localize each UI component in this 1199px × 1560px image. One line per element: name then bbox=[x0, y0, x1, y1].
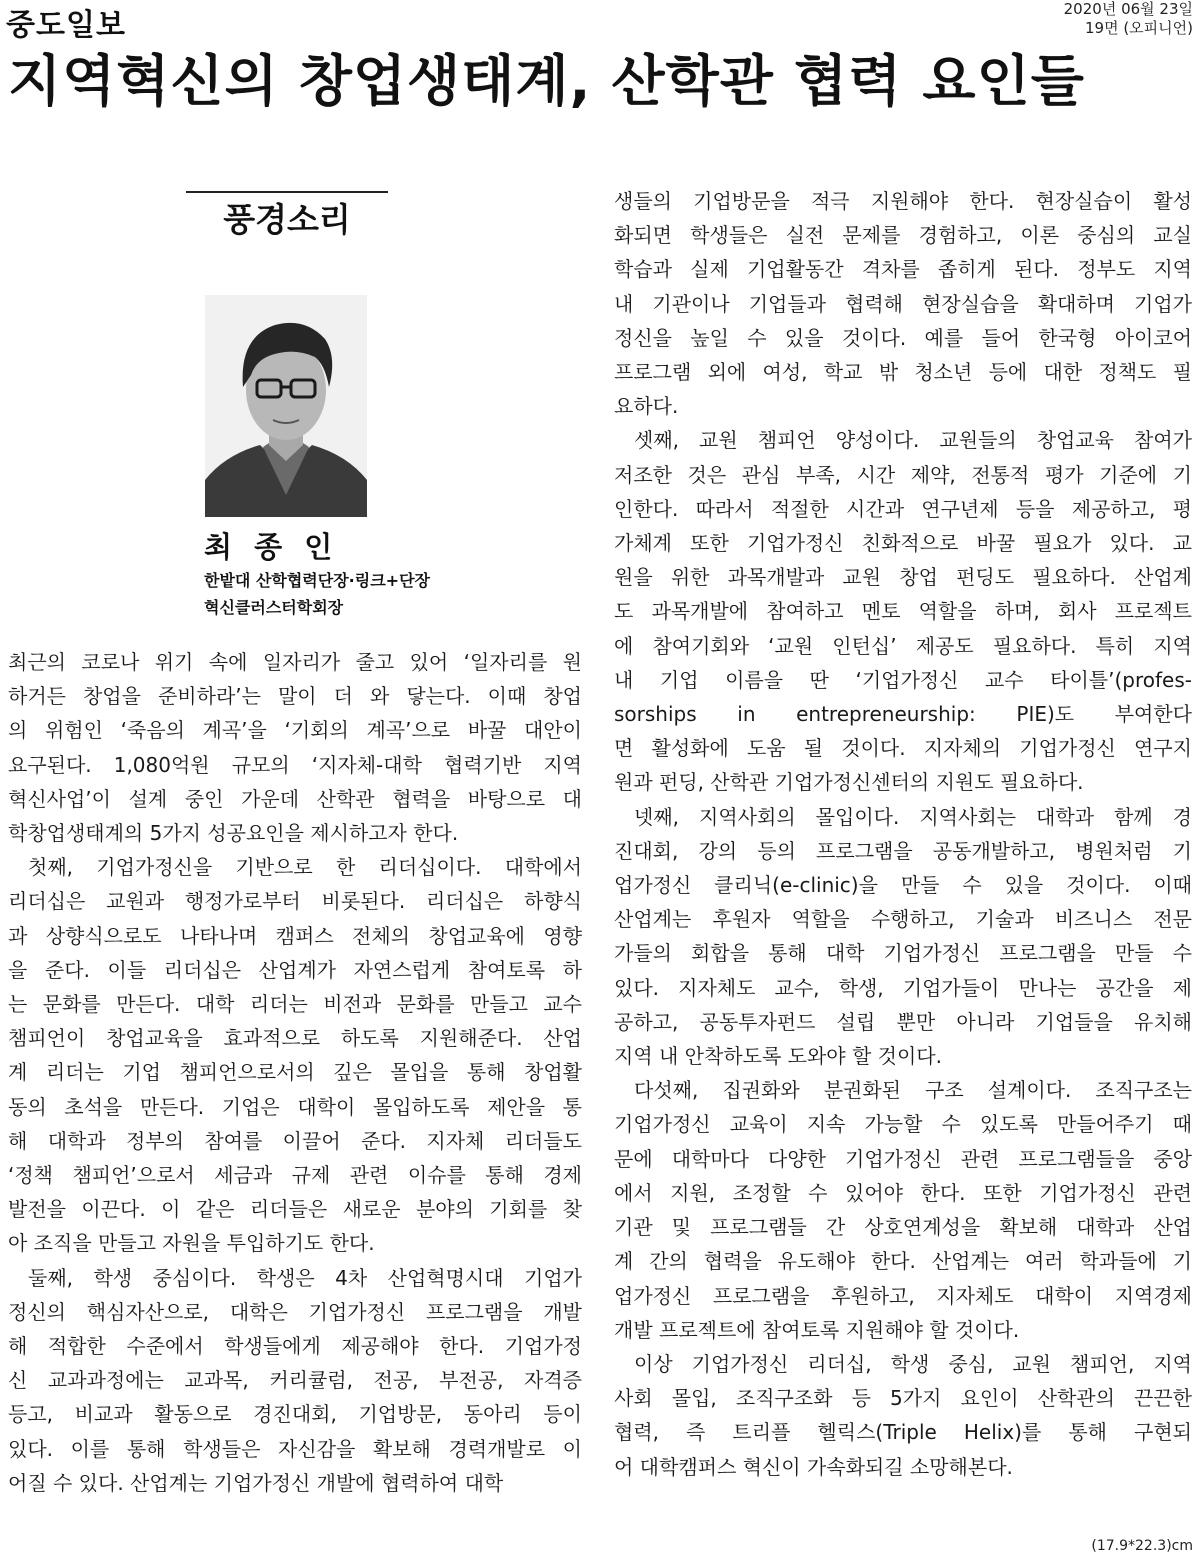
article-line: 어질 수 있다. 산업계는 기업가정신 개발에 협력하여 대학 bbox=[8, 1470, 504, 1495]
article-line: 가체계 또한 기업가정신 친화적으로 바꿀 필요가 있다. 교 bbox=[614, 531, 1192, 556]
article-line: 둘째, 학생 중심이다. 학생은 4차 산업혁명시대 기업가 bbox=[28, 1265, 582, 1290]
article-line: 진대회, 강의 등의 프로그램을 공동개발하고, 병원처럼 기 bbox=[614, 838, 1192, 863]
author-title-line1: 한밭대 산학협력단장·링크+단장 bbox=[204, 571, 430, 590]
article-line: 발전을 이끈다. 이 같은 리더들은 새로운 분야의 기회를 찾 bbox=[8, 1197, 582, 1222]
article-line: 협력, 즉 트리플 헬릭스(Triple Helix)를 통해 구현되 bbox=[614, 1420, 1192, 1445]
article-line: 산업계는 후원자 역할을 수행하고, 기술과 비즈니스 전문 bbox=[614, 907, 1192, 932]
article-line: 화되면 학생들은 실전 문제를 경험하고, 이론 중심의 교실 bbox=[614, 223, 1192, 248]
issue-meta bbox=[1064, 0, 1193, 38]
article-line: 첫째, 기업가정신을 기반으로 한 리더십이다. 대학에서 bbox=[28, 855, 582, 880]
article-line: 는 문화를 만든다. 대학 리더는 비전과 문화를 만들고 교수 bbox=[8, 992, 582, 1017]
article-line: 동의 초석을 만든다. 기업은 대학이 몰입하도록 제안을 통 bbox=[8, 1094, 582, 1119]
article-line: 기업가정신 교육이 지속 가능할 수 있도록 만들어주기 때 bbox=[614, 1112, 1192, 1137]
article-line: 어 대학캠퍼스 혁신이 가속화되길 소망해본다. bbox=[614, 1454, 1013, 1479]
article-line: 혁신사업’이 설계 중인 가운데 산학관 협력을 바탕으로 대 bbox=[8, 786, 582, 811]
article-line: 프로그램 외에 여성, 학교 밖 청소년 등에 대한 정책도 필 bbox=[614, 360, 1192, 385]
article-line: 사회 몰입, 조직구조화 등 5가지 요인이 산학관의 끈끈한 bbox=[614, 1386, 1192, 1411]
author-title bbox=[204, 567, 504, 621]
article-line: 면 활성화에 도움 될 것이다. 지자체의 기업가정신 연구지 bbox=[614, 736, 1192, 761]
article-column-right bbox=[614, 184, 1192, 1484]
article-line: 지역 내 안착하도록 도와야 할 것이다. bbox=[614, 1044, 942, 1069]
article-line: 개발 프로젝트에 참여토록 지원해야 할 것이다. bbox=[614, 1317, 1020, 1342]
column-name: 풍경소리 bbox=[223, 200, 351, 239]
article-line: 가들의 회합을 통해 대학 기업가정신 프로그램을 만들 수 bbox=[614, 941, 1192, 966]
issue-date: 2020년 06월 23일 bbox=[1063, 0, 1193, 18]
article-line: 원과 펀딩, 산학관 기업가정신센터의 지원도 필요하다. bbox=[614, 770, 1084, 795]
newspaper-name: 중도일보 bbox=[6, 8, 126, 43]
article-line: 도 과목개발에 참여하고 멘토 역할을 하며, 회사 프로젝트 bbox=[614, 599, 1192, 624]
article-line: 학습과 실제 기업활동간 격차를 좁히게 된다. 정부도 지역 bbox=[614, 257, 1192, 282]
article-line: 이상 기업가정신 리더십, 학생 중심, 교원 챔피언, 지역 bbox=[634, 1351, 1192, 1376]
article-line: 챔피언이 창업교육을 효과적으로 하도록 지원해준다. 산업 bbox=[8, 1026, 582, 1051]
article-line: 생들의 기업방문을 적극 지원해야 한다. 현장실습이 활성 bbox=[614, 189, 1192, 213]
article-line: 공하고, 공동투자펀드 설립 뿐만 아니라 기업들을 유치해 bbox=[614, 1009, 1192, 1034]
article-line: 과 상향식으로도 나타나며 캠퍼스 전체의 창업교육에 영향 bbox=[8, 923, 582, 948]
author-title-line2: 혁신클러스터학회장 bbox=[204, 598, 344, 617]
article-line: 정신을 높일 수 있을 것이다. 예를 들어 한국형 아이코어 bbox=[614, 325, 1192, 350]
article-line: 원을 위한 과목개발과 교원 창업 펀딩도 필요하다. 산업계 bbox=[614, 565, 1192, 590]
issue-page: 19면 (오피니언) bbox=[1084, 19, 1193, 37]
article-line: 학창업생태계의 5가지 성공요인을 제시하고자 한다. bbox=[8, 821, 459, 846]
article-line: 신 교과과정에는 교과목, 커리큘럼, 전공, 부전공, 자격증 bbox=[8, 1368, 582, 1393]
article-line: 내 기업 이름을 딴 ‘기업가정신 교수 타이틀’(profes- bbox=[614, 667, 1192, 692]
article-line: 다섯째, 집권화와 분권화된 구조 설계이다. 조직구조는 bbox=[634, 1078, 1192, 1103]
article-line: 등고, 비교과 활동으로 경진대회, 기업방문, 동아리 등이 bbox=[8, 1402, 582, 1427]
article-line: 해 적합한 수준에서 학생들에게 제공해야 한다. 기업가정 bbox=[8, 1334, 582, 1359]
article-line: 리더십은 교원과 행정가로부터 비롯된다. 리더십은 하향식 bbox=[8, 889, 582, 914]
article-line: 에 참여기회와 ‘교원 인턴십’ 제공도 필요하다. 특히 지역 bbox=[614, 633, 1192, 658]
article-column-left bbox=[8, 645, 582, 1500]
article-line: 계 간의 협력을 유도해야 한다. 산업계는 여러 학과들에 기 bbox=[614, 1249, 1192, 1274]
article-line: 최근의 코로나 위기 속에 일자리가 줄고 있어 ‘일자리를 원 bbox=[8, 650, 582, 674]
article-line: 하거든 창업을 준비하라’는 말이 더 와 닿는다. 이때 창업 bbox=[8, 684, 582, 709]
article-line: sorships in entrepreneurship: PIE)도 부여한다 bbox=[614, 702, 1192, 727]
article-line: 아 조직을 만들고 자원을 투입하기도 한다. bbox=[8, 1231, 375, 1256]
article-line: 있다. 지자체도 교수, 학생, 기업가들이 만나는 공간을 제 bbox=[614, 975, 1192, 1000]
article-line: ‘정책 챔피언’으로서 세금과 규제 관련 이슈를 통해 경제 bbox=[8, 1163, 582, 1188]
article-line: 내 기관이나 기업들과 협력해 현장실습을 확대하며 기업가 bbox=[614, 291, 1192, 316]
article-line: 요구된다. 1,080억원 규모의 ‘지자체-대학 협력기반 지역 bbox=[8, 752, 582, 777]
article-line: 넷째, 지역사회의 몰입이다. 지역사회는 대학과 함께 경 bbox=[634, 804, 1192, 829]
article-line: 의 위험인 ‘죽음의 계곡’을 ‘기회의 계곡’으로 바꿀 대안이 bbox=[8, 718, 582, 743]
article-line: 기관 및 프로그램들 간 상호연계성을 확보해 대학과 산업 bbox=[614, 1215, 1192, 1240]
article-line: 에서 지원, 조정할 수 있어야 한다. 또한 기업가정신 관련 bbox=[614, 1180, 1192, 1205]
column-name-rule bbox=[186, 191, 388, 193]
article-headline: 지역혁신의 창업생태계, 산학관 협력 요인들 bbox=[8, 49, 1085, 113]
article-line: 정신의 핵심자산으로, 대학은 기업가정신 프로그램을 개발 bbox=[8, 1299, 582, 1324]
article-line: 셋째, 교원 챔피언 양성이다. 교원들의 창업교육 참여가 bbox=[634, 428, 1192, 453]
author-photo bbox=[205, 295, 367, 517]
article-line: 있다. 이를 통해 학생들은 자신감을 확보해 경력개발로 이 bbox=[8, 1436, 582, 1461]
article-line: 인한다. 따라서 적절한 시간과 연구년제 등을 제공하고, 평 bbox=[614, 496, 1192, 521]
article-line: 해 대학과 정부의 참여를 이끌어 준다. 지자체 리더들도 bbox=[8, 1128, 582, 1153]
article-line: 문에 대학마다 다양한 기업가정신 관련 프로그램들을 중앙 bbox=[614, 1146, 1192, 1171]
article-line: 계 리더는 기업 챔피언으로서의 깊은 몰입을 통해 창업활 bbox=[8, 1060, 582, 1085]
article-line: 요하다. bbox=[614, 394, 679, 419]
article-line: 저조한 것은 관심 부족, 시간 제약, 전통적 평가 기준에 기 bbox=[614, 462, 1192, 487]
article-line: 업가정신 프로그램을 후원하고, 지자체도 대학이 지역경제 bbox=[614, 1283, 1192, 1308]
article-line: 업가정신 클리닉(e-clinic)을 만들 수 있을 것이다. 이때 bbox=[614, 873, 1192, 898]
article-line: 을 준다. 이들 리더십은 산업계가 자연스럽게 참여토록 하 bbox=[8, 957, 582, 982]
size-note: (17.9*22.3)cm bbox=[1091, 1538, 1193, 1554]
author-name: 최 종 인 bbox=[204, 530, 339, 564]
